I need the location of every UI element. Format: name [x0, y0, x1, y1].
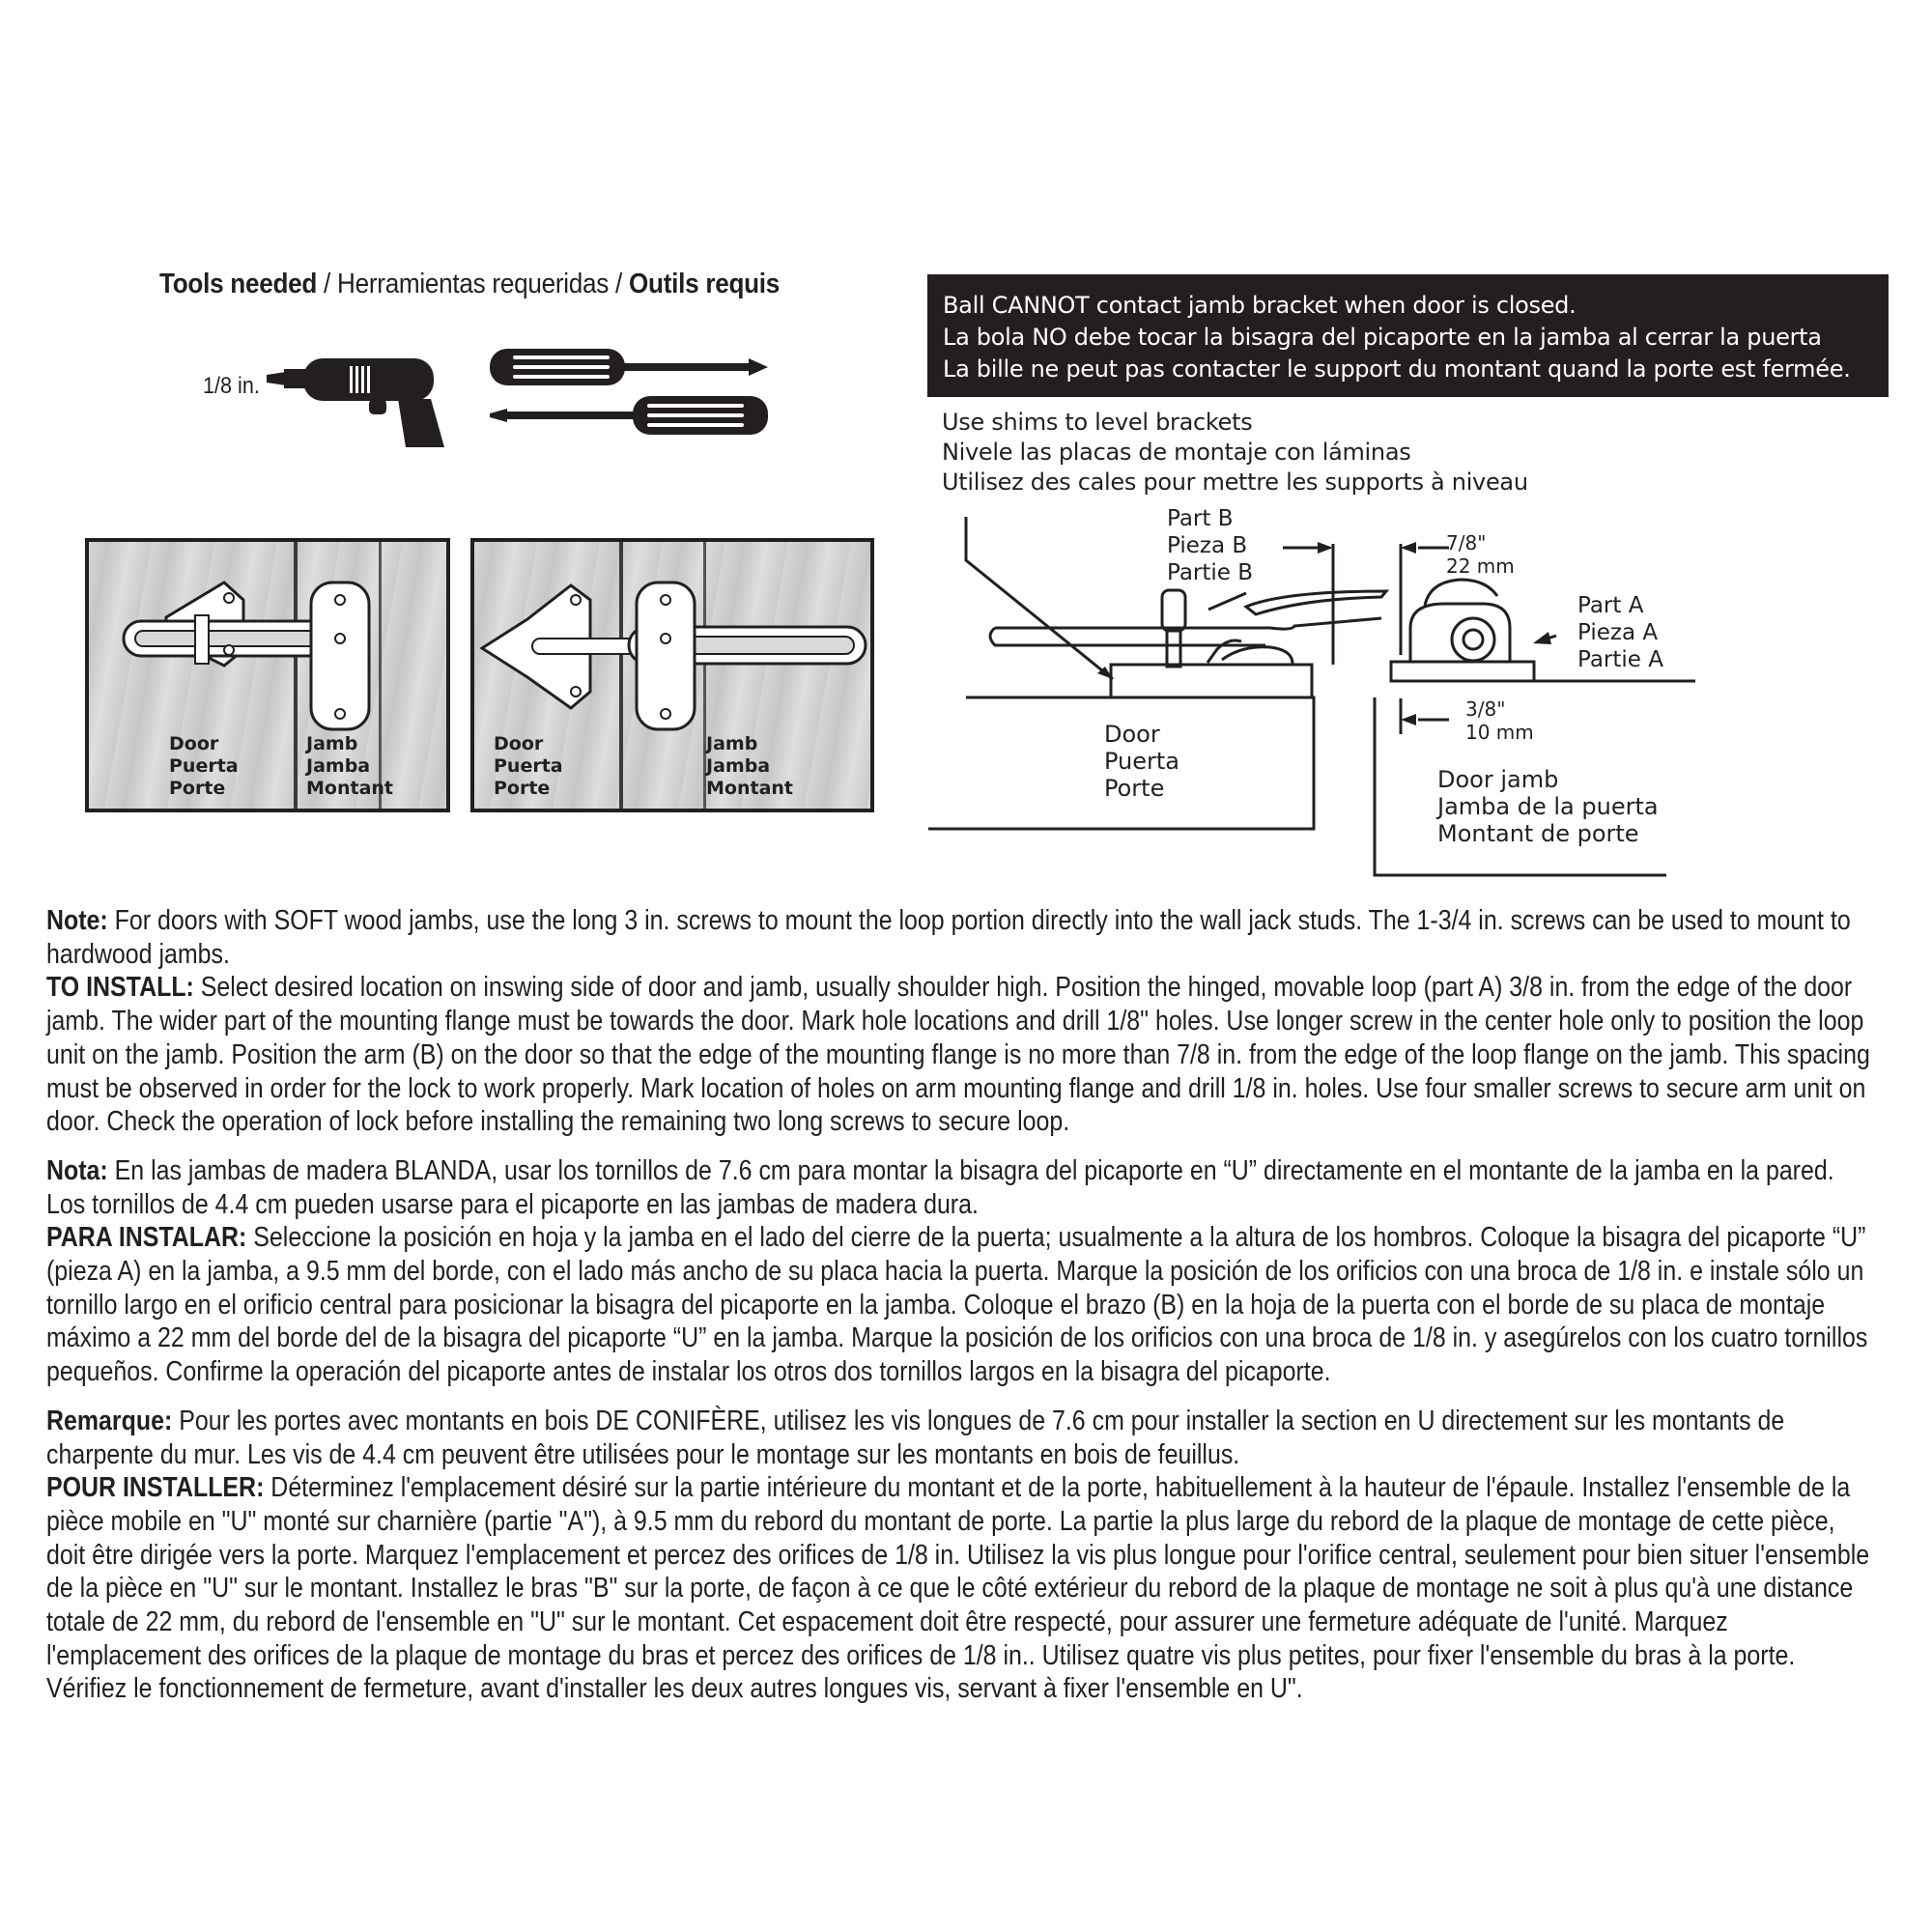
door-label: Door Puerta Porte [1104, 721, 1180, 802]
guard-latch-closed-icon [89, 542, 450, 812]
drill-bit-size: 1/8 in. [203, 373, 260, 399]
side-view-diagram [927, 483, 1893, 889]
install-photo-closed: Door Puerta Porte Jamb Jamba Montant [85, 538, 450, 812]
instructions [46, 904, 1874, 1721]
part-b-label: Part B Pieza B Partie B [1167, 506, 1254, 585]
install-photo-open: Door Puerta Porte Jamb Jamba Montant [470, 538, 874, 812]
warning-box [927, 274, 1889, 397]
shims-note: Use shims to level brackets Nivele las placas de montaje con láminas Utilisez des cales pour mettre les supports à niveau [942, 409, 1528, 496]
instructions-en: Note: For doors with SOFT wood jambs, use the long 3 in. screws to mount the loop portion directly into the wall jack studs. The 1-3/4 in. screws can be used to mount to hardwood jambs. TO INSTALL: Select desired location on inswing side of door and jamb, usually shoulder high. Position the hinged, movable loop (part A) 3/8 in. from the edge of the door jamb. The wider part of the mounting flange must be towards the door. Mark hole locations and drill 1/8" holes. Use longer screw in the center hole only to position the loop unit on the jamb. Position the arm (B) on the door so that the edge of the mounting flange is no more than 7/8 in. from the edge of the loop flange on the jamb. This spacing must be observed in order for the lock to work properly. Mark location of holes on arm mounting flange and drill 1/8 in. holes. Use four smaller screws to secure arm unit on door. Check the operation of lock before installing the remaining two long screws to secure loop. [46, 905, 1870, 1138]
tools-title: Tools needed / Herramientas requeridas / Outils requis [159, 269, 781, 299]
tools-title-es: Herramientas requeridas [337, 269, 610, 299]
warning-fr: La bille ne peut pas contacter le support du montant quand la porte est fermée. [943, 355, 1851, 383]
gap-7-8-label: 7/8" 22 mm [1446, 531, 1515, 578]
gap-3-8-label: 3/8" 10 mm [1465, 697, 1534, 744]
instructions-es: Nota: En las jambas de madera BLANDA, usar los tornillos de 7.6 cm para montar la bisagra del picaporte en “U” directamente en el montante de la jamba en la pared. Los tornillos de 4.4 cm pueden usarse para el picaporte en las jambas de madera dura. PARA INSTALAR: Seleccione la posición en hoja y la jamba en el lado del cierre de la puerta; usualmente a la altura de los hombros. Coloque la bisagra del picaporte “U” (pieza A) en la jamba, a 9.5 mm del borde, con el lado más ancho de su placa hacia la puerta. Marque la posición de los orificios con una broca de 1/8 in. e instale sólo un tornillo largo en el orificio central para posicionar la bisagra del picaporte en la jamba. Coloque el brazo (B) en la hoja de la puerta con el borde de su placa de montaje máximo a 22 mm del borde del de la bisagra del picaporte “U” en la jamba. Marque la posición de los orificios con una broca de 1/8 in. y asegúrelos con los cuatro tornillos pequeños. Confirme la operación del picaporte antes de instalar los otros dos tornillos largos en la bisagra del picaporte. [46, 1154, 1868, 1388]
drill-icon [261, 343, 444, 449]
tools-title-en: Tools needed [159, 269, 318, 299]
screwdriver-icon [488, 343, 778, 449]
part-a-label: Part A Pieza A Partie A [1577, 593, 1663, 672]
tools-title-fr: Outils requis [629, 269, 781, 299]
door-jamb-label: Door jamb Jamba de la puerta Montant de porte [1437, 766, 1659, 847]
instructions-fr: Remarque: Pour les portes avec montants en bois DE CONIFÈRE, utilisez les vis longues de 7.6 cm pour installer la section en U directement sur les montants de charpente du mur. Les vis de 4.4 cm peuvent être utilisées pour le montage sur les montants en bois de feuillus. POUR INSTALLER: Déterminez l'emplacement désiré sur la partie intérieure du montant et de la porte, habituellement à la hauteur de l'épaule. Installez l'ensemble de la pièce mobile en "U" monté sur charnière (partie "A"), à 9.5 mm du rebord du montant de porte. La partie la plus large du rebord de la plaque de montage de cette pièce, doit être dirigée vers la porte. Marquez l'emplacement et percez des orifices de 1/8 in. Utilisez la vis plus longue pour l'orifice central, seulement pour bien situer l'ensemble de la pièce en "U" sur le montant. Installez le bras "B" sur la porte, de façon à ce que le côté extérieur du rebord de la plaque de montage ne soit à plus qu'à une distance totale de 22 mm, du rebord de l'ensemble en "U" sur le montant. Cet espacement doit être respecté, pour assurer une fermeture adéquate de l'unité. Marquez l'emplacement des orifices de la plaque de montage du bras et percez des orifices de 1/8 in.. Utilisez quatre vis plus petites, pour fixer l'ensemble du bras à la porte. Vérifiez le fonctionnement de fermeture, avant d'installer les deux autres longues vis, servant à fixer l'ensemble en U". [46, 1405, 1870, 1705]
warning-es: La bola NO debe tocar la bisagra del picaporte en la jamba al cerrar la puerta [943, 324, 1822, 351]
warning-en: Ball CANNOT contact jamb bracket when door is closed. [943, 292, 1577, 319]
